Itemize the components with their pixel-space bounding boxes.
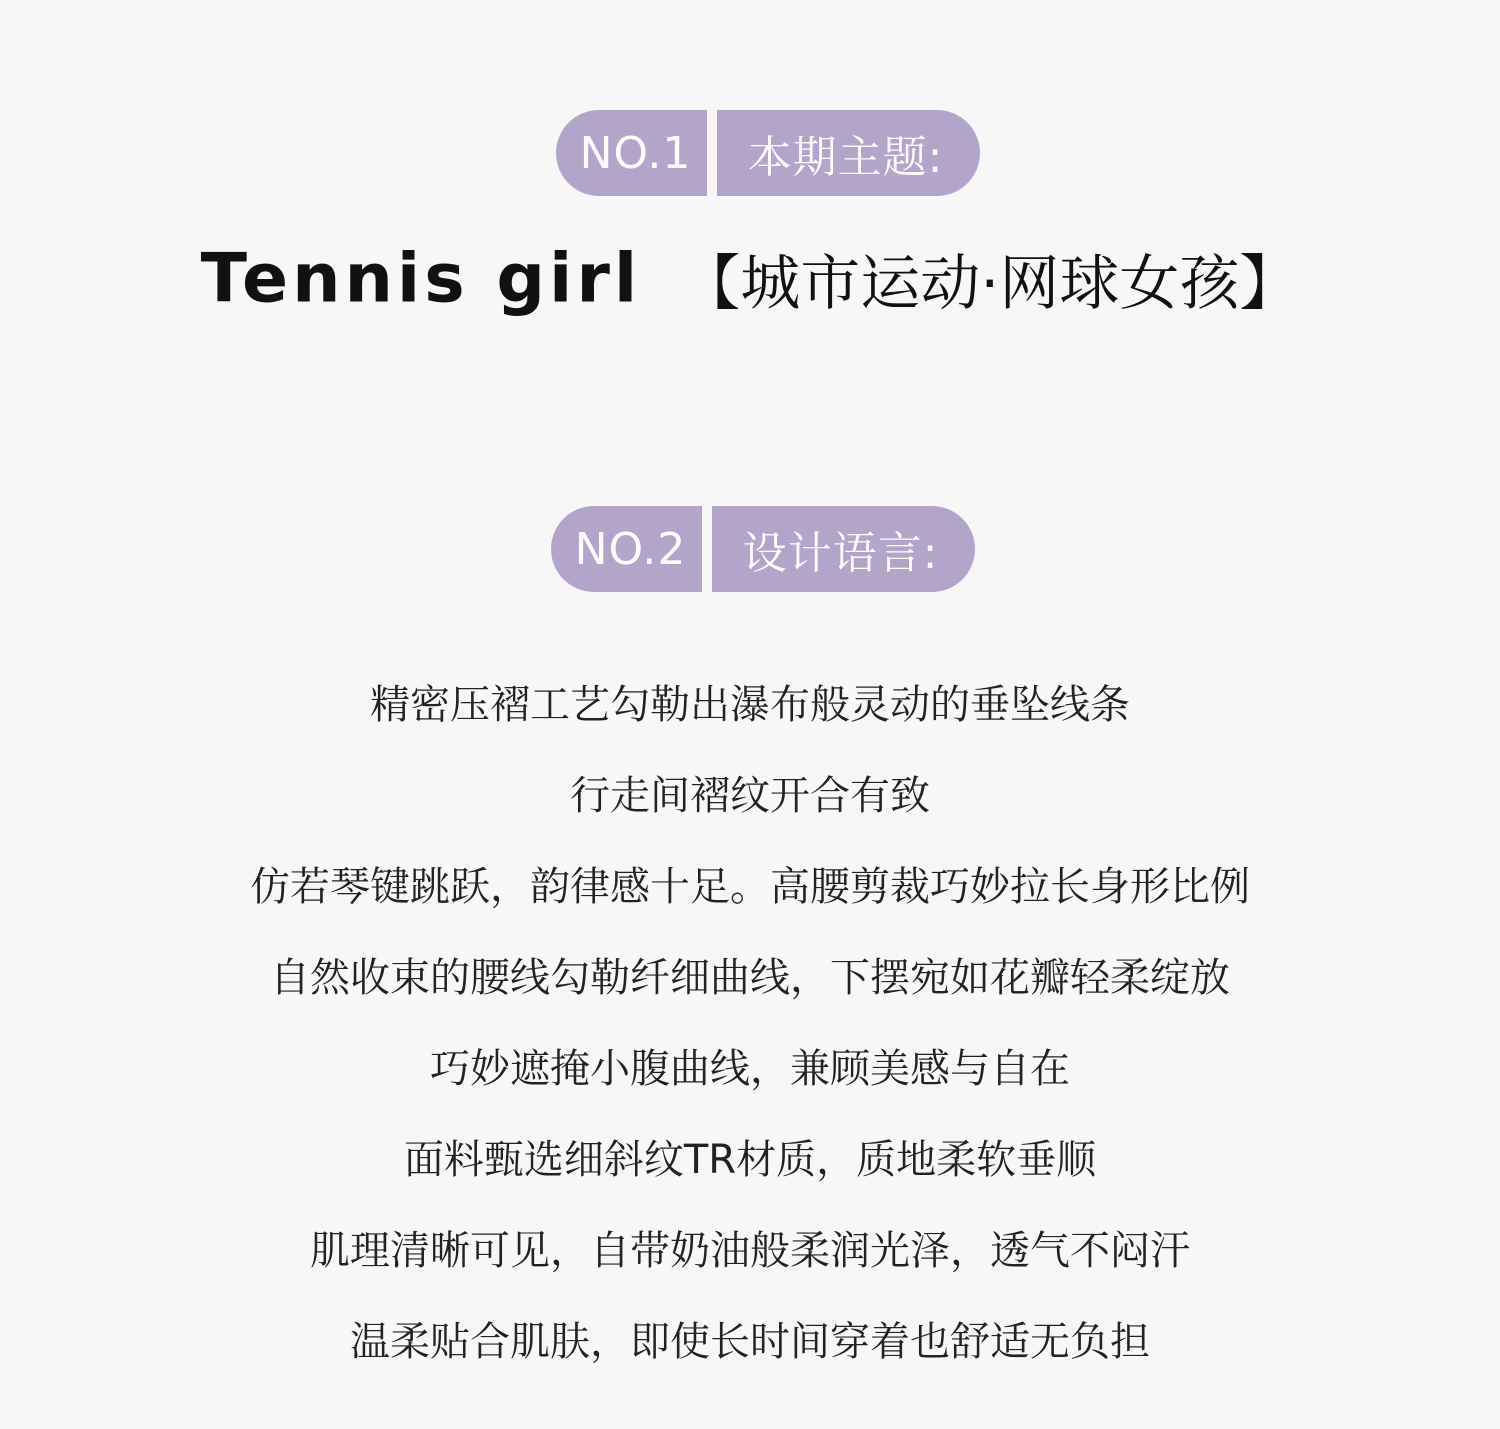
description-line: 巧妙遮掩小腹曲线，兼顾美感与自在 — [430, 1046, 1070, 1092]
description-line: 仿若琴键跳跃，韵律感十足。高腰剪裁巧妙拉长身形比例 — [250, 864, 1250, 910]
theme-title-english: Tennis girl — [200, 239, 642, 319]
description-line: 自然收束的腰线勾勒纤细曲线，下摆宛如花瓣轻柔绽放 — [270, 955, 1230, 1001]
section-badge-design — [551, 506, 975, 592]
theme-title — [0, 236, 1500, 322]
theme-title-chinese: 【城市运动·网球女孩】 — [680, 249, 1300, 319]
description-line: 行走间褶纹开合有致 — [570, 773, 930, 819]
description-line: 温柔贴合肌肤，即使长时间穿着也舒适无负担 — [350, 1319, 1150, 1365]
description-line: 精密压褶工艺勾勒出瀑布般灵动的垂坠线条 — [370, 682, 1130, 728]
badge-divider — [702, 506, 712, 592]
description-line: 肌理清晰可见，自带奶油般柔润光泽，透气不闷汗 — [310, 1228, 1190, 1274]
section-badge-theme — [556, 110, 980, 196]
description-line: 面料甄选细斜纹TR材质，质地柔软垂顺 — [403, 1137, 1097, 1183]
badge-number: NO.1 — [556, 110, 707, 196]
badge-number: NO.2 — [551, 506, 702, 592]
design-description — [0, 660, 1500, 1388]
badge-label: 设计语言: — [712, 506, 975, 592]
badge-label: 本期主题: — [717, 110, 980, 196]
badge-divider — [707, 110, 717, 196]
